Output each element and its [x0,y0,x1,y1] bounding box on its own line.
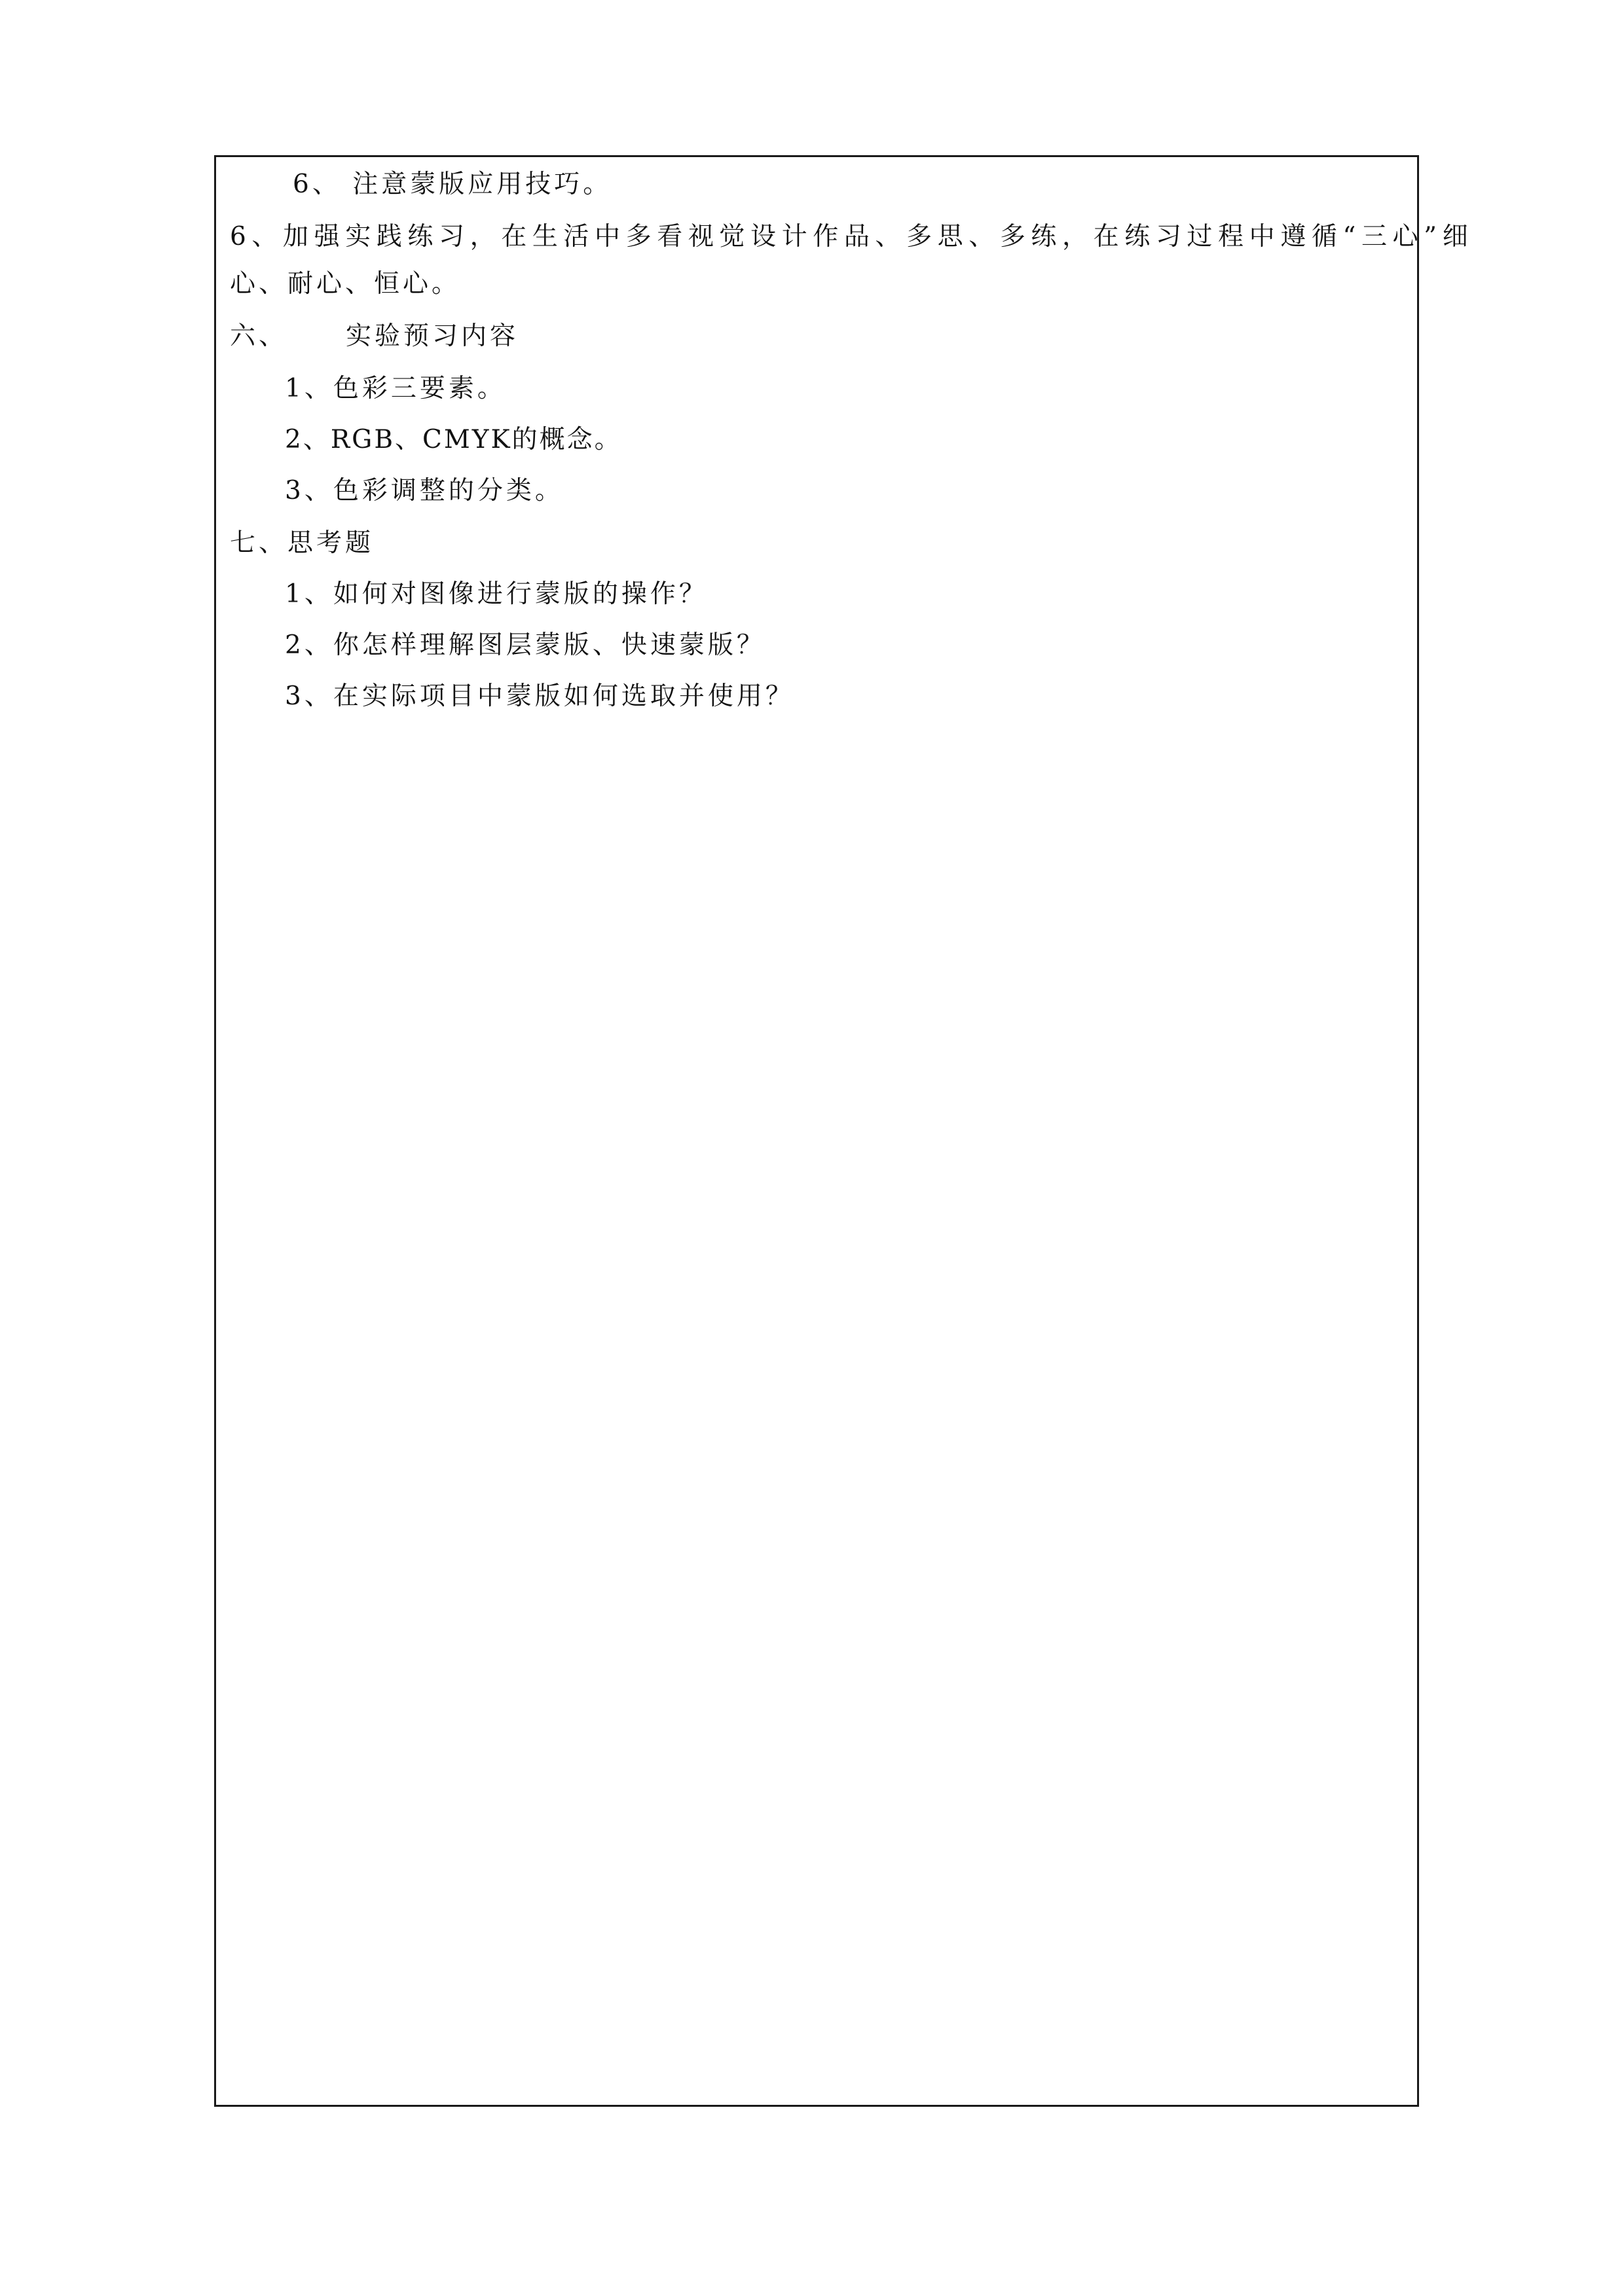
section-6-number: 六、 [230,321,288,351]
section-7-heading: 七、思考题 [230,528,375,558]
practice-paragraph-line-1: 6、加强实践练习，在生活中多看视觉设计作品、多思、多练，在练习过程中遵循“三心”细 [230,222,1474,251]
practice-paragraph-line-2: 心、耐心、恒心。 [230,269,461,299]
section-7-question: 2、你怎样理解图层蒙版、快速蒙版？ [285,630,766,660]
section-6-item: 3、色彩调整的分类。 [285,476,564,505]
section-6-item: 1、色彩三要素。 [285,374,506,403]
section-7-question: 3、在实际项目中蒙版如何选取并使用？ [285,682,794,711]
section-6-item: 2、RGB、CMYK的概念。 [285,425,622,454]
list-item-technique-tip: 6、 注意蒙版应用技巧。 [293,170,612,199]
section-7-question: 1、如何对图像进行蒙版的操作？ [285,579,708,609]
section-6-title: 实验预习内容 [346,321,519,351]
